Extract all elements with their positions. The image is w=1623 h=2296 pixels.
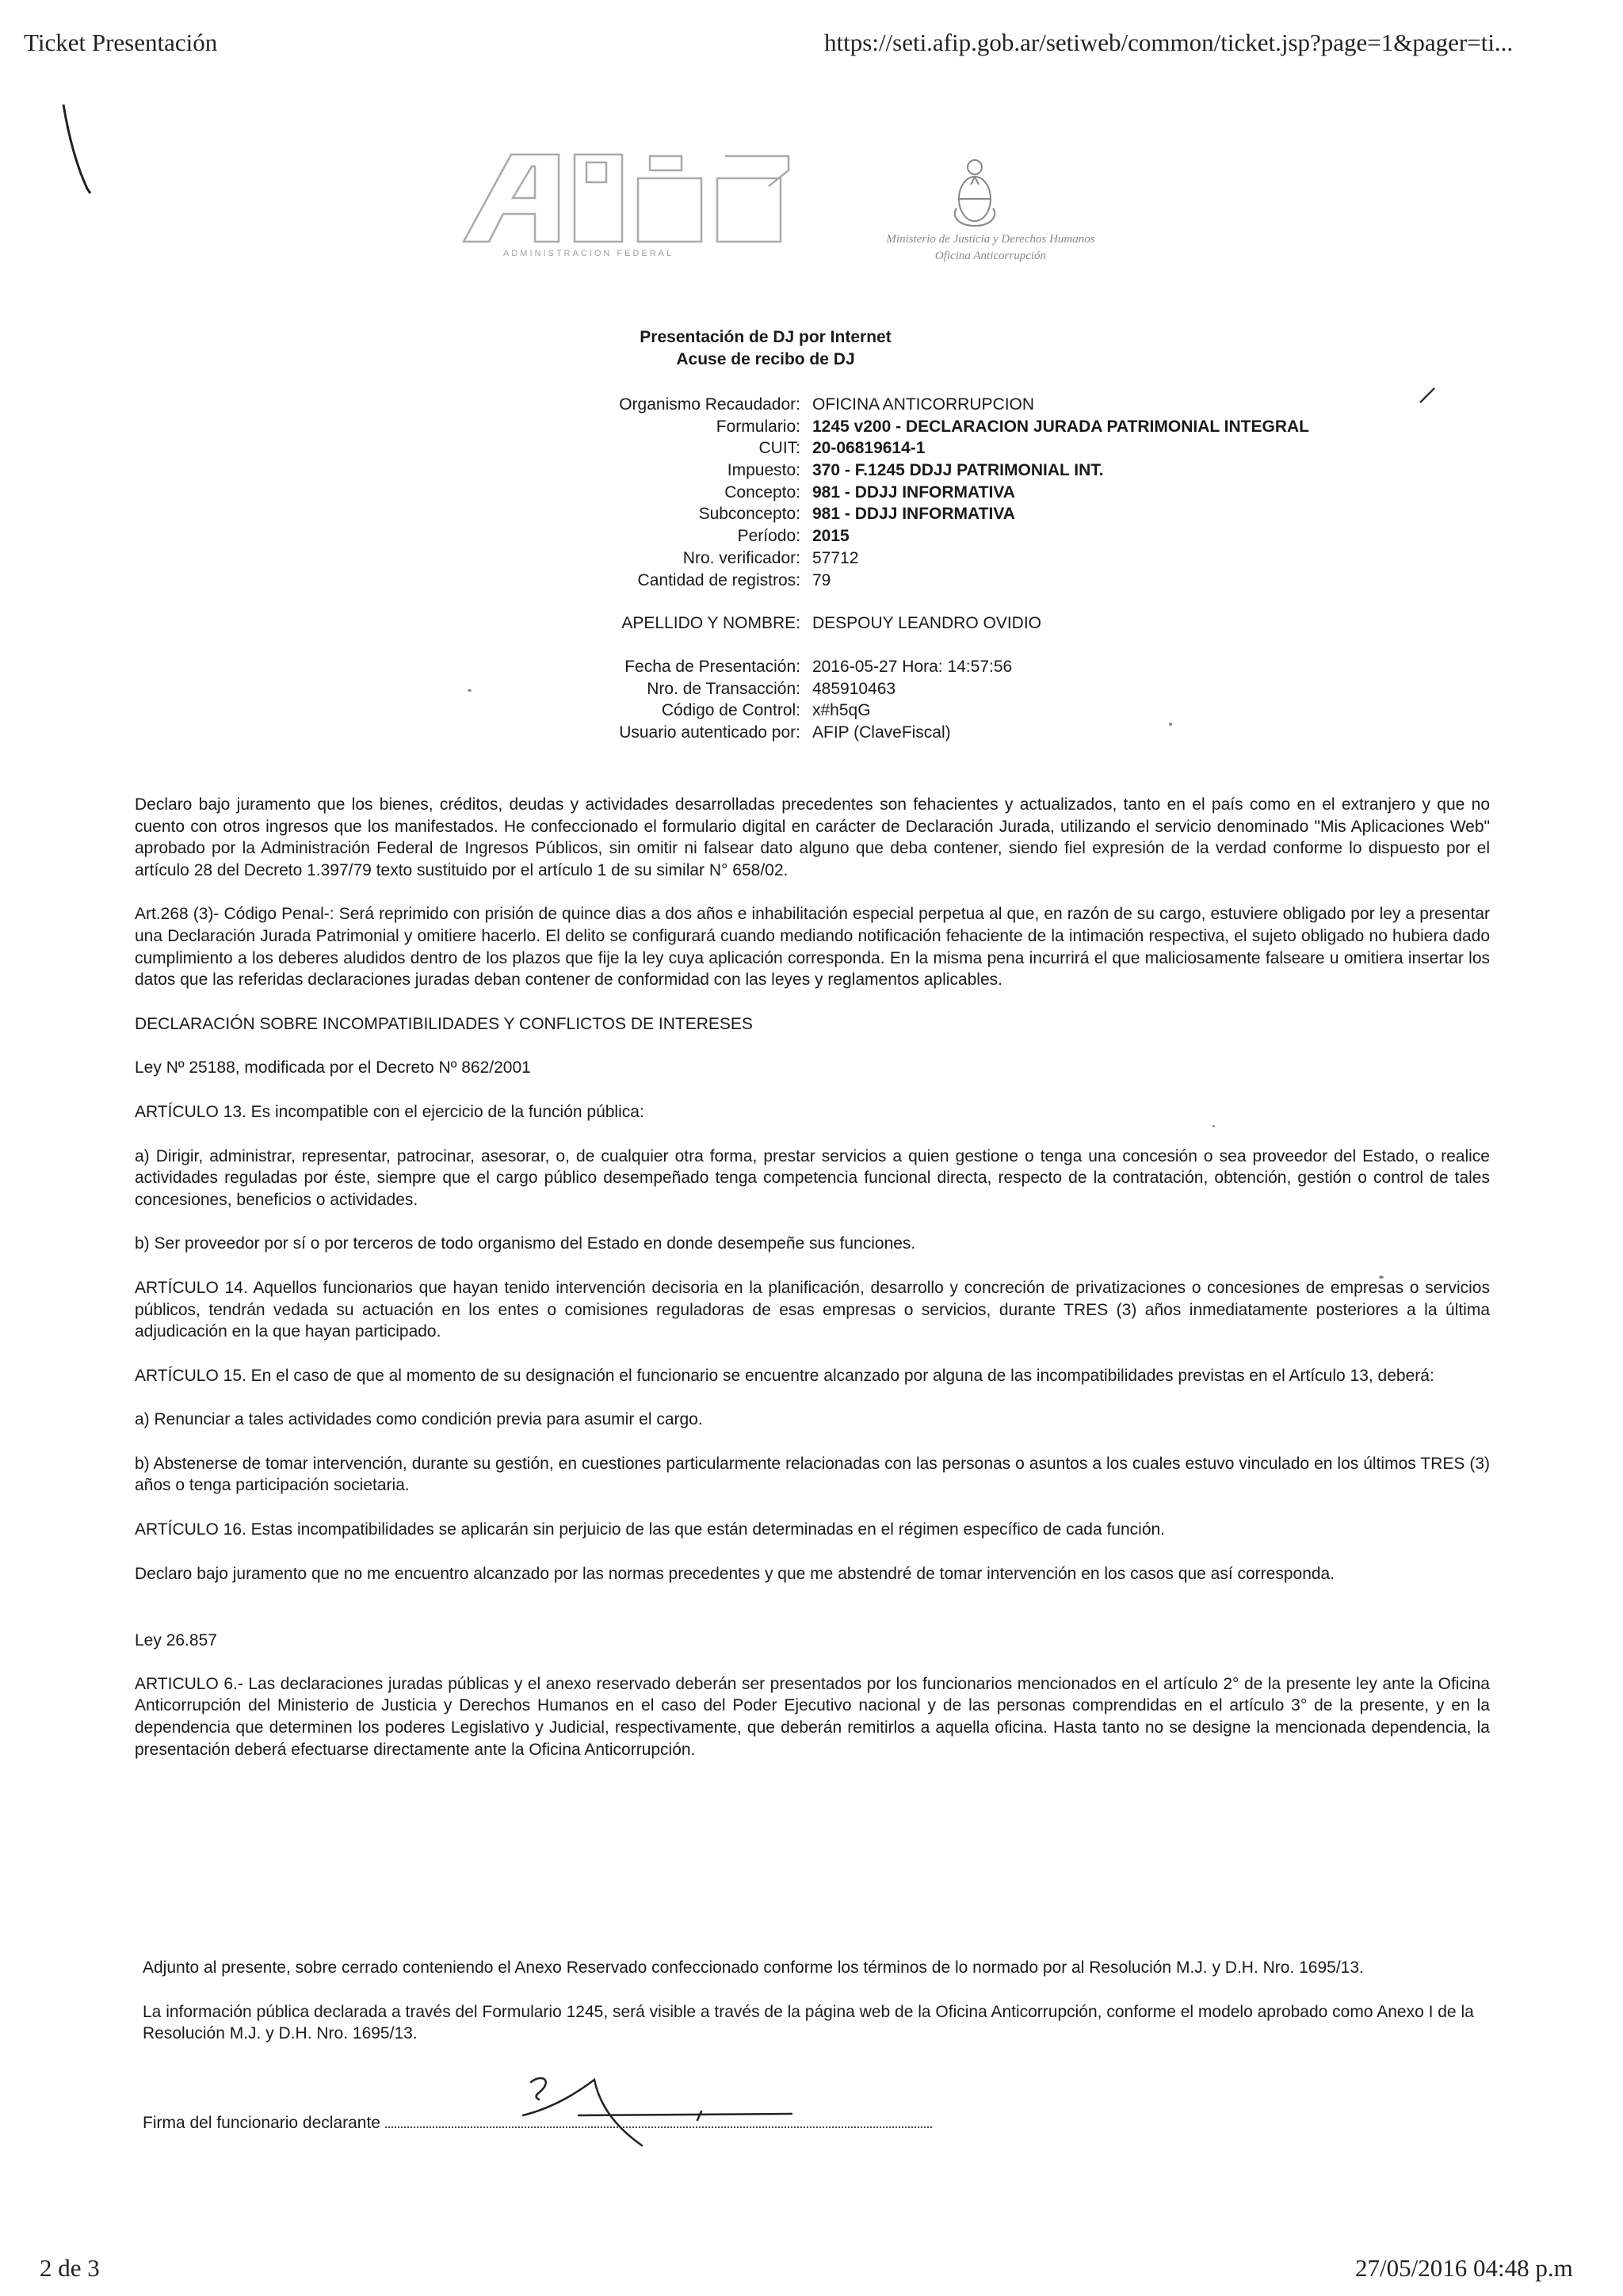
field-value: 981 - DDJJ INFORMATIVA xyxy=(812,505,1015,524)
page-title: Ticket Presentación xyxy=(24,29,218,56)
field-row xyxy=(0,437,1623,460)
article-13-b: b) Ser proveedor por sí o por terceros de todo organismo del Estado en donde desempeñe sus funciones. xyxy=(135,1234,916,1253)
pen-stroke-mark xyxy=(57,101,105,196)
closing-notes xyxy=(143,1957,1490,2067)
field-label: Usuario autenticado por: xyxy=(619,723,800,742)
field-value: 20-06819614-1 xyxy=(812,439,926,458)
office-name: Oficina Anticorrupción xyxy=(934,250,1047,262)
afip-logo xyxy=(456,139,836,257)
oath-paragraph: Declaro bajo juramento que no me encuentro alcanzado por las normas precedentes y que me abstendré de tomar intervención en los casos que así corresponda. xyxy=(135,1564,1335,1583)
field-label: Nro. de Transacción: xyxy=(647,679,800,698)
receipt-fields xyxy=(0,394,1623,744)
presentation-row xyxy=(0,656,1623,678)
section-heading: DECLARACIÓN SOBRE INCOMPATIBILIDADES Y CONFLICTOS DE INTERESES xyxy=(135,1014,753,1033)
article-15-b: b) Abstenerse de tomar intervención, durante su gestión, en cuestiones particularmente relacionadas con las personas o asuntos a los cuales estuvo vinculado en los últimos TRES (3) años o tenga participación societaria. xyxy=(135,1454,1490,1495)
field-row xyxy=(0,503,1623,525)
law-reference: Ley Nº 25188, modificada por el Decreto Nº 862/2001 xyxy=(135,1058,531,1077)
field-label: CUIT: xyxy=(758,439,800,458)
public-info-note: La información pública declarada a través del Formulario 1245, será visible a través de la página web de la Oficina Anticorrupción, conforme el modelo aprobado como Anexo I de la Resolución M.J. y D.H. Nro. 1695/13. xyxy=(143,2002,1474,2043)
declaration-paragraph: Declaro bajo juramento que los bienes, créditos, deudas y actividades desarrolladas precedentes son fehacientes y actualizados, tanto en el país como en el extranjero y que no cuento con otros ingresos que los manifestados. He confeccionado el formulario digital en carácter de Declaración Jurada, utilizando el servicio denominado "Mis Aplicaciones Web" aprobado por la Administración Federal de Ingresos Públicos, sin omitir ni falsear dato alguno que deba contener, siendo fiel expresión de la verdad conforme lo dispuesto por el artículo 28 del Decreto 1.397/79 texto sustituido por el artículo 1 de su similar N° 658/02. xyxy=(135,795,1490,879)
print-footer xyxy=(0,2254,1623,2286)
name-label: APELLIDO Y NOMBRE: xyxy=(621,614,800,633)
presentation-row xyxy=(0,722,1623,744)
pen-tick-mark xyxy=(1417,383,1441,407)
scan-speck xyxy=(1379,1276,1384,1279)
field-value: x#h5qG xyxy=(812,701,871,720)
field-label: Organismo Recaudador: xyxy=(619,395,800,414)
print-timestamp: 27/05/2016 04:48 p.m xyxy=(1355,2254,1573,2282)
title-line-1: Presentación de DJ por Internet xyxy=(640,328,892,346)
presentation-row xyxy=(0,700,1623,722)
field-value: 1245 v200 - DECLARACION JURADA PATRIMONIAL INTEGRAL xyxy=(812,417,1309,436)
field-label: Cantidad de registros: xyxy=(637,570,800,589)
print-header xyxy=(0,24,1623,63)
law-26857: Ley 26.857 xyxy=(135,1631,217,1650)
field-row xyxy=(0,525,1623,547)
ministry-name: Ministerio de Justicia y Derechos Humanos xyxy=(886,233,1095,246)
field-label: Código de Control: xyxy=(661,701,800,720)
penal-code-paragraph: Art.268 (3)- Código Penal-: Será reprimido con prisión de quince dias a dos años e inhabilitación especial perpetua al que, en razón de su cargo, estuviere obligado por ley a presentar una Declaración Jurada Patrimonial y omitiere hacerlo. El delito se configurará cuando mediando notificación fehaciente de la intimación respectiva, el sujeto obligado no hubiera dado cumplimiento a los deberes aludidos dentro de los plazos que fije la ley cuya aplicación corresponda. En la misma pena incurrirá el que maliciosamente falseare u omitiera insertar los datos que las referidas declaraciones juradas deban contener de conformidad con las leyes y reglamentos aplicables. xyxy=(135,905,1490,990)
field-value: 485910463 xyxy=(812,679,896,698)
field-value: 79 xyxy=(812,570,831,589)
scan-speck xyxy=(1212,1125,1215,1127)
field-value: 370 - F.1245 DDJJ PATRIMONIAL INT. xyxy=(812,461,1104,480)
field-value: 2015 xyxy=(812,527,850,546)
field-label: Período: xyxy=(737,527,800,546)
ministry-caption xyxy=(820,231,1161,265)
field-label: Subconcepto: xyxy=(698,505,800,524)
field-row xyxy=(0,570,1623,592)
name-row xyxy=(0,612,1623,635)
field-label: Fecha de Presentación: xyxy=(624,657,800,676)
article-15-a: a) Renunciar a tales actividades como condición previa para asumir el cargo. xyxy=(135,1410,703,1429)
field-row xyxy=(0,482,1623,504)
field-value: AFIP (ClaveFiscal) xyxy=(812,723,951,742)
article-13: ARTÍCULO 13. Es incompatible con el ejercicio de la función pública: xyxy=(135,1102,644,1121)
field-label: Formulario: xyxy=(716,417,800,436)
handwritten-signature xyxy=(507,2068,792,2155)
field-value: 981 - DDJJ INFORMATIVA xyxy=(812,482,1015,502)
field-row xyxy=(0,416,1623,438)
field-value: 57712 xyxy=(812,548,859,567)
field-label: Concepto: xyxy=(724,482,800,502)
field-value: OFICINA ANTICORRUPCION xyxy=(812,395,1035,414)
article-13-a: a) Dirigir, administrar, representar, patrocinar, asesorar, o, de cualquier otra forma, prestar servicios a quien gestione o tenga una concesión o sea proveedor del Estado, o realice actividades reguladas por éste, siempre que el cargo público desempeñado tenga competencia funcional directa, respecto de la contratación, obtención, gestión o control de tales concesiones, beneficios o actividades. xyxy=(135,1146,1490,1209)
scan-speck xyxy=(1169,723,1172,726)
field-value: 2016-05-27 Hora: 14:57:56 xyxy=(812,657,1013,676)
signature-label: Firma del funcionario declarante xyxy=(143,2114,380,2132)
field-row xyxy=(0,394,1623,416)
article-14: ARTÍCULO 14. Aquellos funcionarios que hayan tenido intervención decisoria en la planificación, desarrollo y concreción de privatizaciones o concesiones de empresas o servicios públicos, tendrán vedada su actuación en los entes o comisiones reguladoras de esas empresas o servicios, durante TRES (3) años inmediatamente posteriores a la última adjudicación en la que hayan participado. xyxy=(135,1278,1490,1341)
field-row xyxy=(0,460,1623,482)
argentina-coat-of-arms-icon xyxy=(947,153,1002,232)
title-line-2: Acuse de recibo de DJ xyxy=(676,350,855,368)
attached-annex-note: Adjunto al presente, sobre cerrado conteniendo el Anexo Reservado confeccionado conforme los términos de lo normado por al Resolución M.J. y D.H. Nro. 1695/13. xyxy=(143,1958,1364,1977)
afip-tagline: ADMINISTRACION FEDERAL xyxy=(503,249,674,257)
page-number: 2 de 3 xyxy=(40,2254,100,2282)
field-label: Impuesto: xyxy=(727,461,800,480)
field-label: Nro. verificador: xyxy=(682,548,800,567)
presentation-row xyxy=(0,678,1623,700)
article-6: ARTICULO 6.- Las declaraciones juradas públicas y el anexo reservado deberán ser presentados por los funcionarios mencionados en el artículo 2° de la presente ley ante la Oficina Anticorrupción del Ministerio de Justicia y Derechos Humanos en el caso del Poder Ejecutivo nacional y de las personas comprendidas en el artículo 3° de la presente, y en la dependencia que determinen los poderes Legislativo y Judicial, respectivamente, que deberán remitirlos a aquella oficina. Hasta tanto no se designe la mencionada dependencia, la presentación deberá efectuarse directamente ante la Oficina Anticorrupción. xyxy=(135,1674,1490,1759)
page-url: https://seti.afip.gob.ar/setiweb/common/ticket.jsp?page=1&pager=ti... xyxy=(824,29,1514,56)
scan-speck xyxy=(468,689,472,692)
declaration-body xyxy=(135,794,1490,1783)
article-16: ARTÍCULO 16. Estas incompatibilidades se aplicarán sin perjuicio de las que están determinadas en el régimen específico de cada función. xyxy=(135,1520,1166,1539)
name-value: DESPOUY LEANDRO OVIDIO xyxy=(812,614,1042,633)
article-15: ARTÍCULO 15. En el caso de que al momento de su designación el funcionario se encuentre alcanzado por alguna de las incompatibilidades previstas en el Artículo 13, deberá: xyxy=(135,1366,1434,1385)
field-row xyxy=(0,547,1623,570)
document-title xyxy=(0,326,1623,371)
